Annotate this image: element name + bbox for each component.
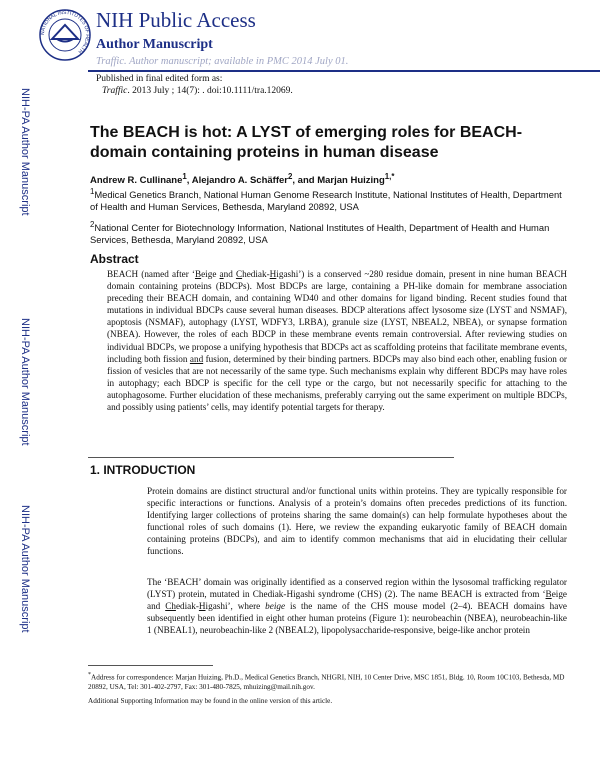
abstract-body: BEACH (named after ‘Beige and Chediak-Higashi’) is a conserved ~280 residue domain, present in nine human BEACH domain containing proteins (BDCPs). Most BDCPs are large, containing a PH-like domain for membrane association preceding their BEACH domain, and containing WD40 and other domains for ligand binding. Recent studies found that mutations in individual BDCPs cause several human diseases. BDCP alterations affect lysosome size (LYST and NSMAF), apoptosis (NSMAF), autophagy (LYST, WDFY3, LRBA), granule size (LYST, NBEAL2, NBEA), or synapse formation (NBEA). However, the roles of each BDCP in these membrane events remain controversial. After reviewing studies on individual BDCPs, we propose a unifying hypothesis that BDCPs act as scaffolding proteins that facilitate membrane events, including both fission and fusion, determined by their binding partners. BDCPs may also bind each other, enabling fusion or fission of vesicles that are not necessarily of the same type. Such mechanisms explain why different BDCPs may have roles in autophagy; each BDCP is specific for the cell type or the cargo, but not necessarily specific for attaching to the autophagosome. Further elucidation of these mechanisms, preferably carrying out the same experiment on multiple BDCPs, and possibly using patients’ cells, may identify potential targets for therapy. <box>107 269 568 413</box>
author-separator: , and <box>292 175 318 187</box>
author-affil-mark: 1,* <box>384 172 395 181</box>
affil-mark: 1 <box>90 187 95 196</box>
nih-logo <box>38 8 92 62</box>
author-name: Andrew R. Cullinane <box>90 175 183 187</box>
affil-text: National Center for Biotechnology Information, National Institutes of Health, Department of Health and Human Services, Bethesda, Maryland 20892, USA <box>90 222 550 246</box>
published-note: Published in final edited form as: <box>96 74 223 84</box>
note-text: . Author manuscript; available in PMC 2014 July 01. <box>124 56 349 67</box>
author-separator: , <box>186 175 192 187</box>
availability-note <box>96 56 348 67</box>
citation-journal: Traffic <box>102 86 128 96</box>
side-watermark-3: NIH-PA Author Manuscript <box>19 505 31 633</box>
affiliation-2 <box>90 219 570 246</box>
author-affil-mark: 1 <box>182 172 187 181</box>
footnote-mark: * <box>88 672 91 678</box>
author-name: Alejandro A. Schäffer <box>191 175 288 187</box>
footnote-rule <box>88 665 213 666</box>
author-name: Marjan Huizing <box>317 175 385 187</box>
author-affil-mark: 2 <box>287 172 293 181</box>
abstract-heading: Abstract <box>90 252 139 266</box>
affiliation-1 <box>90 186 570 213</box>
author-list <box>90 172 394 186</box>
citation-details: . 2013 July ; 14(7): . doi:10.1111/tra.12069. <box>127 86 293 96</box>
logo-lettering: NATIONAL INSTITUTES OF HEALTH <box>39 9 91 55</box>
citation <box>102 86 293 96</box>
intro-paragraph-1: Protein domains are distinct structural and/or functional units within proteins. They are typically responsible for specific interactions or functions. Analysis of a protein’s domains often precedes predictions of its function. Identifying larger collections of proteins sharing the same domain(s) can help formulate hypotheses about the functional roles of such domains (1). Here, we review the expanding eukaryotic family of BEACH domain containing proteins (BDCPs), and aim to identify common mechanisms that aid in elucidating their cellular functions. <box>147 486 567 557</box>
footnote-text: Address for correspondence: Marjan Huizing, Ph.D., Medical Genetics Branch, NHGRI, NIH, 10 Center Drive, MSC 1851, Bldg. 10, Room 10C103, Bethesda, MD 20892, USA, Tel: 301-402-2797, Fax: 301-480-7825, mhuizing@mail.nih.gov. <box>88 673 565 691</box>
affil-text: Medical Genetics Branch, National Human Genome Research Institute, National Institutes of Health, Department of Health and Human Services, Bethesda, Maryland 20892, USA <box>90 189 562 213</box>
nih-public-access-title: NIH Public Access <box>96 8 256 32</box>
supporting-info-footnote: Additional Supporting Information may be found in the online version of this article. <box>88 697 333 705</box>
note-journal: Traffic <box>96 56 125 67</box>
abstract-rule <box>88 457 454 458</box>
affil-mark: 2 <box>90 220 95 229</box>
author-manuscript-label: Author Manuscript <box>96 37 213 52</box>
side-watermark-2: NIH-PA Author Manuscript <box>19 318 31 446</box>
header-rule <box>88 70 600 72</box>
intro-paragraph-2: The ‘BEACH’ domain was originally identified as a conserved region within the lysosomal trafficking regulator (LYST) protein, mutated in Chediak-Higashi syndrome (CHS) (2). The name BEACH is extracted from ‘Beige and Chediak-Higashi’, where beige is the name of the CHS mouse model (2–4). BEACH domains have subsequently been identified in eight other human proteins (Figure 1): neurobeachin (NBEA), neurobeachin-like 1 (NBEAL1), neurobeachin-like 2 (NBEAL2), lipopolysaccharide-responsive, beige-like anchor protein <box>147 577 567 636</box>
correspondence-footnote <box>88 671 566 692</box>
side-watermark-1: NIH-PA Author Manuscript <box>19 88 31 216</box>
article-title: The BEACH is hot: A LYST of emerging roles for BEACH-domain containing proteins in human disease <box>90 124 523 161</box>
introduction-heading: 1. INTRODUCTION <box>90 463 196 477</box>
